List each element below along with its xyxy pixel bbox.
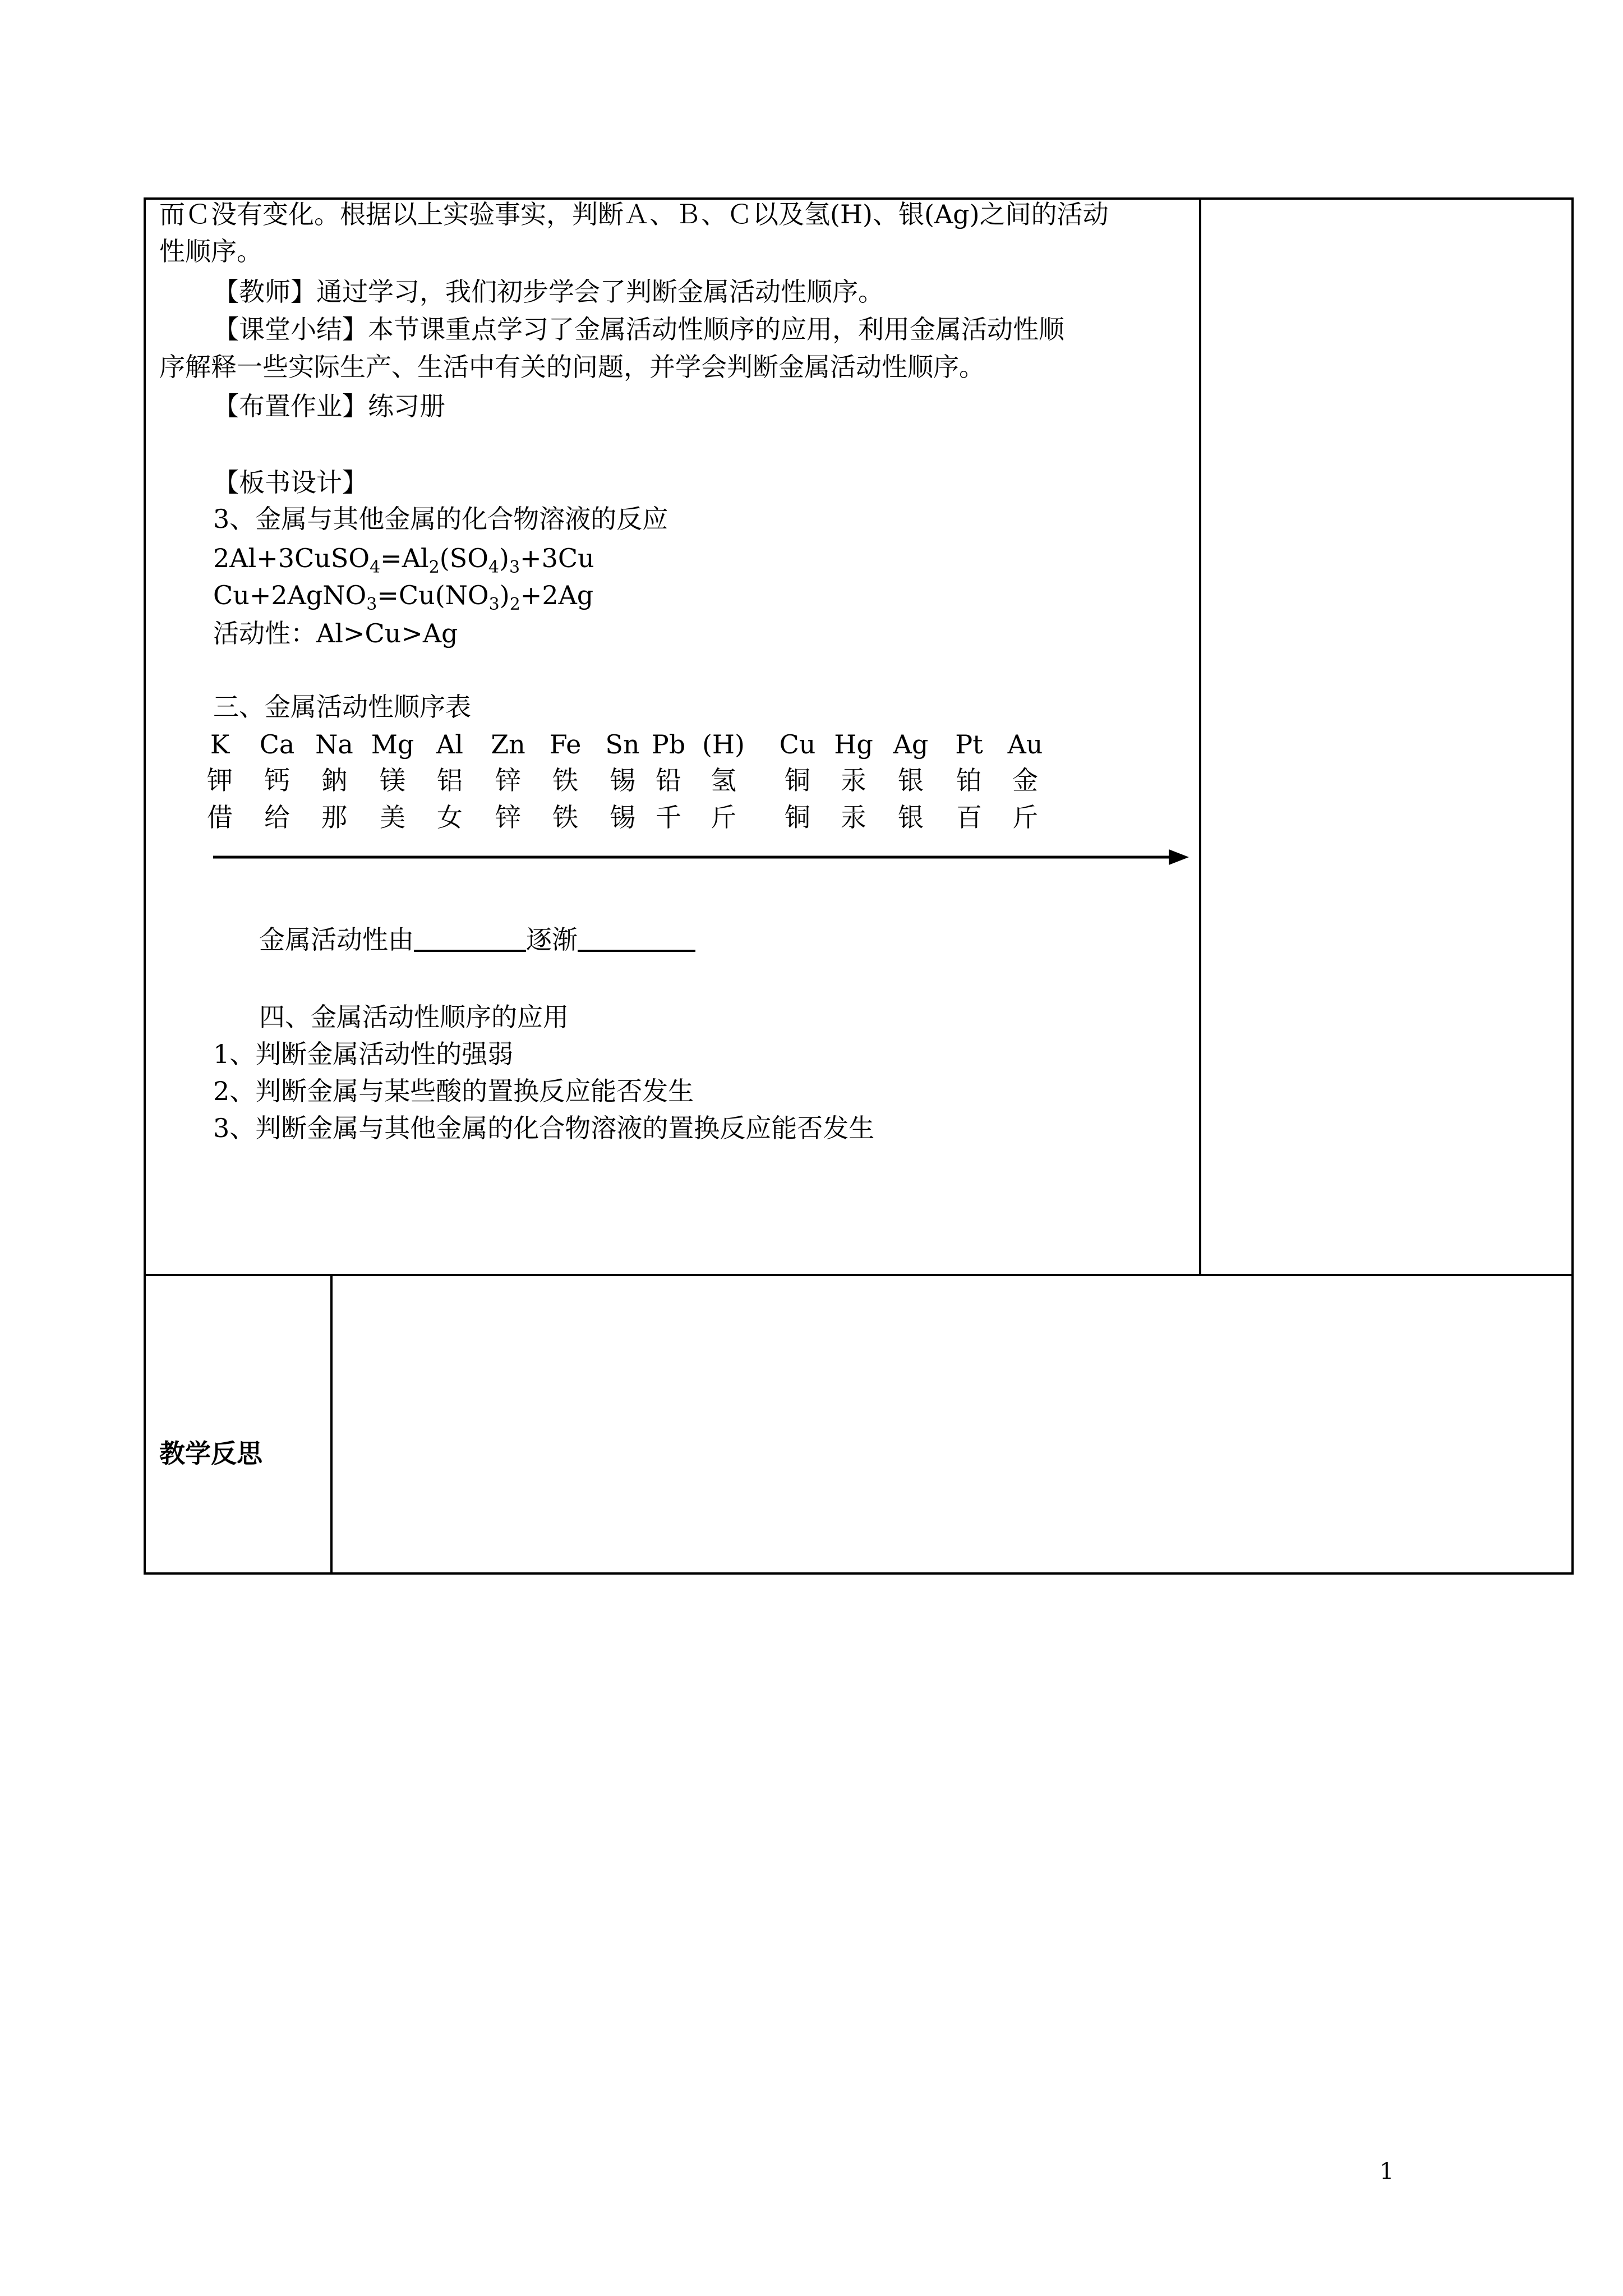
series-mnemonic: 千	[656, 802, 681, 832]
series-name: 金	[1012, 765, 1038, 795]
series-symbol: Cu	[779, 729, 816, 760]
series-mnemonic: 锌	[495, 802, 521, 832]
series-name: 钙	[264, 765, 290, 795]
series-mnemonic: 铜	[785, 802, 810, 832]
series-name: 铅	[656, 765, 681, 795]
series-name: 氢	[711, 765, 736, 795]
table-bottom-border	[144, 1572, 1574, 1575]
table-left-border	[144, 197, 146, 1575]
series-mnemonic: 锡	[610, 802, 635, 832]
series-symbol: Pb	[651, 729, 686, 760]
series-mnemonic: 借	[207, 802, 233, 832]
series-name: 铂	[956, 765, 982, 795]
fill-in-middle: 逐渐	[526, 924, 578, 955]
series-symbol: Pt	[955, 729, 983, 760]
series-symbol: Ca	[259, 729, 295, 760]
series-name: 锡	[610, 765, 635, 795]
table-right-border	[1571, 197, 1574, 1575]
teacher-line: 【教师】通过学习，我们初步学会了判断金属活动性顺序。	[213, 277, 884, 307]
row-divider	[144, 1274, 1574, 1276]
applications-heading: 四、金属活动性顺序的应用	[259, 1002, 569, 1032]
application-item-2: 2、判断金属与某些酸的置换反应能否发生	[213, 1076, 694, 1106]
activity-line: 活动性：Al>Cu>Ag	[213, 618, 458, 648]
teaching-reflection-label: 教学反思	[159, 1438, 262, 1469]
series-symbol: Zn	[491, 729, 525, 760]
series-mnemonic: 百	[956, 802, 982, 832]
series-mnemonic: 银	[898, 802, 924, 832]
summary-line-1: 【课堂小结】本节课重点学习了金属活动性顺序的应用，利用金属活动性顺	[213, 314, 1064, 344]
series-name: 鈉	[321, 765, 347, 795]
series-symbol: Fe	[549, 729, 582, 760]
series-mnemonic: 斤	[711, 802, 736, 832]
equation-2: $Cu+2AgNO_3=Cu(NO_3)_2+2Ag$	[213, 580, 594, 614]
activity-series-mnemonic	[0, 799, 1623, 836]
activity-series-names	[0, 762, 1623, 799]
series-mnemonic: 给	[264, 802, 290, 832]
fill-in-blank-2[interactable]	[578, 925, 695, 952]
series-mnemonic: 女	[437, 802, 463, 832]
series-name: 银	[898, 765, 924, 795]
series-name: 锌	[495, 765, 521, 795]
series-mnemonic: 铁	[552, 802, 578, 832]
activity-series-symbols	[0, 726, 1623, 763]
application-item-1: 1、判断金属活动性的强弱	[213, 1039, 514, 1069]
fill-in-line	[259, 921, 695, 958]
activity-series-heading: 三、金属活动性顺序表	[213, 692, 471, 722]
text-line-2: 性顺序。	[159, 236, 262, 266]
series-symbol: K	[210, 729, 230, 760]
series-name: 铁	[552, 765, 578, 795]
fill-in-blank-1[interactable]	[414, 925, 526, 952]
activity-direction-arrow	[213, 846, 1189, 868]
series-symbol: Hg	[834, 729, 873, 760]
series-symbol: Al	[436, 729, 463, 760]
series-mnemonic: 那	[321, 802, 347, 832]
page-number: 1	[1380, 2159, 1394, 2184]
series-name: 铝	[437, 765, 463, 795]
text-line-1: 而Ｃ没有变化。根据以上实验事实，判断Ａ、Ｂ、Ｃ以及氢(H)、银(Ag)之间的活动	[159, 199, 1109, 229]
reflection-divider	[330, 1274, 333, 1575]
series-symbol: Na	[315, 729, 353, 760]
board-design-heading: 【板书设计】	[213, 467, 368, 498]
fill-in-prefix: 金属活动性由	[259, 924, 414, 955]
homework-line: 【布置作业】练习册	[213, 391, 445, 421]
reaction-heading: 3、金属与其他金属的化合物溶液的反应	[213, 504, 668, 534]
series-name: 镁	[380, 765, 405, 795]
series-name: 钾	[207, 765, 233, 795]
series-name: 汞	[841, 765, 866, 795]
series-name: 铜	[785, 765, 810, 795]
application-item-3: 3、判断金属与其他金属的化合物溶液的置换反应能否发生	[213, 1113, 875, 1143]
series-symbol: Ag	[893, 729, 929, 760]
series-symbol: Sn	[605, 729, 640, 760]
series-symbol: Mg	[371, 729, 414, 760]
series-symbol: (H)	[702, 729, 745, 760]
series-mnemonic: 斤	[1012, 802, 1038, 832]
series-mnemonic: 美	[380, 802, 405, 832]
series-mnemonic: 汞	[841, 802, 866, 832]
equation-1: $2Al+3CuSO_4=Al_2(SO_4)_3+3Cu$	[213, 543, 594, 577]
summary-line-2: 序解释一些实际生产、生活中有关的问题，并学会判断金属活动性顺序。	[159, 352, 985, 382]
series-symbol: Au	[1007, 729, 1043, 760]
